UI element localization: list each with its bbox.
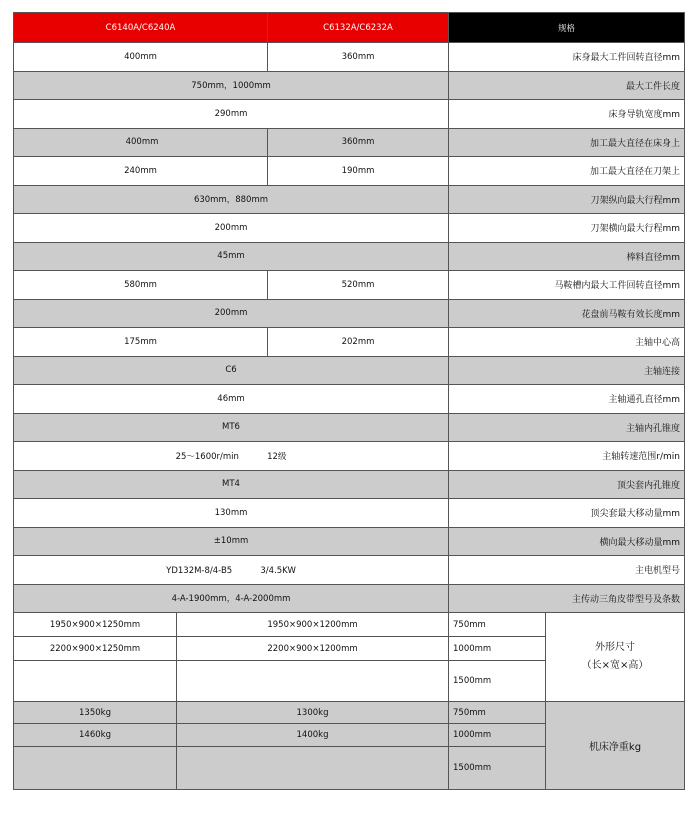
table-row: [14, 299, 685, 328]
cell-c1: 175mm: [14, 328, 268, 357]
cell-c1: 240mm: [14, 157, 268, 186]
weight-b: 1300kg: [177, 702, 449, 724]
table-row: [14, 128, 685, 157]
weight-length: 1500mm: [449, 747, 546, 790]
row-label: 主传动三角皮带型号及条数: [449, 584, 685, 613]
cell-value: 750mm，1000mm: [14, 71, 449, 100]
cell-value: 290mm: [14, 100, 449, 129]
dimensions-label: [546, 613, 685, 702]
weight-b: [177, 747, 449, 790]
cell-c2: 202mm: [268, 328, 449, 357]
table-row: [14, 100, 685, 129]
row-label: 主轴通孔直径mm: [449, 385, 685, 414]
table-row: [14, 185, 685, 214]
table-row: [14, 413, 685, 442]
weight-length: 1000mm: [449, 724, 546, 747]
weight-a: 1460kg: [14, 724, 177, 747]
row-label: 刀架纵向最大行程mm: [449, 185, 685, 214]
table-row: [14, 43, 685, 72]
table-row: [14, 271, 685, 300]
table-row: [14, 499, 685, 528]
weight-row: [14, 702, 685, 724]
row-label: 床身导轨宽度mm: [449, 100, 685, 129]
cell-value: 4-A-1900mm，4-A-2000mm: [14, 584, 449, 613]
cell-c2: 520mm: [268, 271, 449, 300]
dimensions-length: 1000mm: [449, 637, 546, 661]
dimensions-label-line2: （长×宽×高）: [581, 660, 649, 671]
cell-value: 25～1600r/min 12级: [14, 442, 449, 471]
cell-c1: 400mm: [14, 128, 268, 157]
cell-value: MT4: [14, 470, 449, 499]
dimensions-label-line1: 外形尺寸: [595, 642, 635, 653]
table-row: [14, 356, 685, 385]
dimensions-b: 1950×900×1200mm: [177, 613, 449, 637]
dimensions-a: 1950×900×1250mm: [14, 613, 177, 637]
table-row: [14, 157, 685, 186]
table-row: [14, 527, 685, 556]
weight-a: 1350kg: [14, 702, 177, 724]
row-label: 马鞍槽内最大工件回转直径mm: [449, 271, 685, 300]
dimensions-a: [14, 661, 177, 702]
cell-value: ±10mm: [14, 527, 449, 556]
cell-c2: 360mm: [268, 43, 449, 72]
cell-value: MT6: [14, 413, 449, 442]
row-label: 顶尖套最大移动量mm: [449, 499, 685, 528]
row-label: 加工最大直径在床身上: [449, 128, 685, 157]
row-label: 主轴连接: [449, 356, 685, 385]
table-row: [14, 242, 685, 271]
dimensions-a: 2200×900×1250mm: [14, 637, 177, 661]
header-col1: C6140A/C6240A: [14, 13, 268, 43]
row-label: 顶尖套内孔锥度: [449, 470, 685, 499]
header-col2: C6132A/C6232A: [268, 13, 449, 43]
row-label: 主轴中心高: [449, 328, 685, 357]
row-label: 刀架横向最大行程mm: [449, 214, 685, 243]
cell-c2: 360mm: [268, 128, 449, 157]
dimensions-row: [14, 613, 685, 637]
weight-label: 机床净重kg: [546, 702, 685, 790]
row-label: 主轴转速范围r/min: [449, 442, 685, 471]
dimensions-b: 2200×900×1200mm: [177, 637, 449, 661]
dimensions-length: 750mm: [449, 613, 546, 637]
cell-value: 45mm: [14, 242, 449, 271]
weight-a: [14, 747, 177, 790]
row-label: 最大工件长度: [449, 71, 685, 100]
spec-table: [13, 12, 685, 790]
cell-c1: 400mm: [14, 43, 268, 72]
cell-value: 200mm: [14, 299, 449, 328]
cell-c2: 190mm: [268, 157, 449, 186]
weight-b: 1400kg: [177, 724, 449, 747]
table-row: [14, 71, 685, 100]
row-label: 加工最大直径在刀架上: [449, 157, 685, 186]
header-col3: 规格: [449, 13, 685, 43]
row-label: 横向最大移动量mm: [449, 527, 685, 556]
table-row: [14, 385, 685, 414]
cell-value: YD132M-8/4-B5 3/4.5KW: [14, 556, 449, 585]
cell-value: 200mm: [14, 214, 449, 243]
row-label: 棒料直径mm: [449, 242, 685, 271]
table-row: [14, 442, 685, 471]
dimensions-length: 1500mm: [449, 661, 546, 702]
row-label: 床身最大工件回转直径mm: [449, 43, 685, 72]
header-row: [14, 13, 685, 43]
cell-value: 46mm: [14, 385, 449, 414]
table-row: [14, 556, 685, 585]
table-row: [14, 470, 685, 499]
cell-value: 130mm: [14, 499, 449, 528]
cell-value: C6: [14, 356, 449, 385]
row-label: 主轴内孔锥度: [449, 413, 685, 442]
table-row: [14, 584, 685, 613]
table-row: [14, 328, 685, 357]
cell-c1: 580mm: [14, 271, 268, 300]
row-label: 花盘前马鞍有效长度mm: [449, 299, 685, 328]
weight-length: 750mm: [449, 702, 546, 724]
cell-value: 630mm，880mm: [14, 185, 449, 214]
dimensions-b: [177, 661, 449, 702]
table-row: [14, 214, 685, 243]
row-label: 主电机型号: [449, 556, 685, 585]
